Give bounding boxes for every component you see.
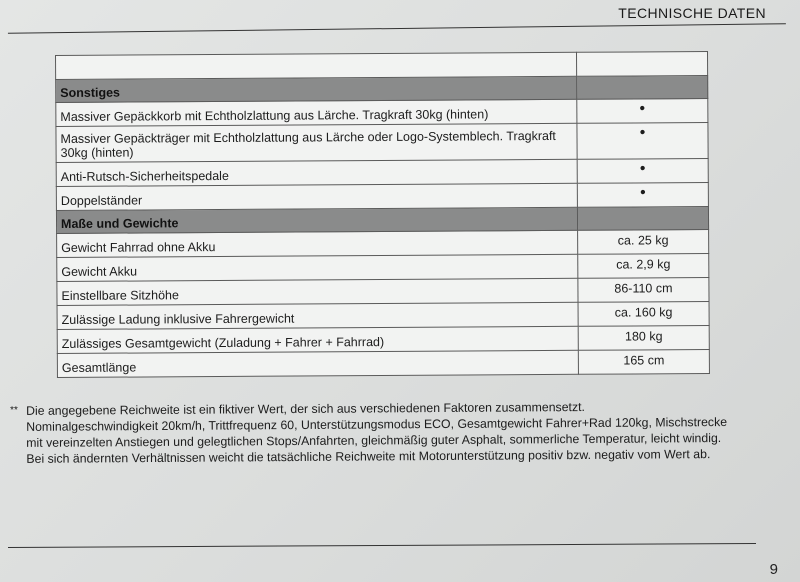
row-value: ca. 2,9 kg (578, 254, 709, 279)
row-label: Gesamtlänge (57, 350, 578, 377)
row-label: Massiver Gepäckkorb mit Echtholzlattung aus Lärche. Tragkraft 30kg (hinten) (56, 99, 577, 126)
header-rule (8, 23, 786, 48)
footnote-line: Bei sich ändernten Verhältnissen weicht die tatsächliche Reichweite mit Motorunterstützung positiv bzw. negativ vom Wert ab. (26, 447, 711, 466)
table-row (57, 350, 709, 378)
row-value: 180 kg (578, 326, 709, 351)
row-value: ca. 160 kg (578, 302, 709, 327)
page-header-title: TECHNISCHE DATEN (618, 5, 766, 21)
row-label: Doppelständer (56, 183, 577, 210)
footnote-line: mit vereinzelten Anstiegen und gelegtlichen Stops/Anfahrten, gleichmäßig guter Asphalt, sommerliche Temperatur, leicht windig. (26, 431, 722, 450)
footnote (10, 398, 770, 467)
row-value: ca. 25 kg (578, 230, 709, 255)
footnote-line: Die angegebene Reichweite ist ein fiktiver Wert, der sich aus verschiedenen Faktoren zusammensetzt. (26, 399, 585, 418)
row-value: • (577, 159, 708, 184)
row-value: 86-110 cm (578, 278, 709, 303)
row-label: Gewicht Akku (57, 254, 578, 281)
page-number: 9 (769, 561, 778, 578)
row-value: • (577, 99, 708, 124)
row-label: Einstellbare Sitzhöhe (57, 278, 578, 305)
table-row (56, 123, 708, 163)
footnote-text (10, 398, 770, 467)
footer-rule (8, 543, 756, 548)
row-label: Zulässiges Gesamtgewicht (Zuladung + Fahrer + Fahrrad) (57, 326, 578, 353)
row-label: Massiver Gepäckträger mit Echtholzlattung aus Lärche oder Logo-Systemblech. Tragkraft 30kg (hinten) (56, 123, 577, 162)
row-value: • (577, 123, 708, 160)
row-value: • (577, 183, 708, 208)
row-label: Anti-Rutsch-Sicherheitspedale (56, 159, 577, 186)
spec-table (55, 51, 710, 378)
row-label: Gewicht Fahrrad ohne Akku (57, 230, 578, 257)
row-label: Zulässige Ladung inklusive Fahrergewicht (57, 302, 578, 329)
row-value: 165 cm (578, 350, 709, 375)
section-title: Sonstiges (56, 76, 577, 102)
footnote-marker: ** (10, 404, 18, 416)
footnote-line: Nominalgeschwindigkeit 20km/h, Trittfrequenz 60, Unterstützungsmodus ECO, Gesamtgewicht Fahrer+Rad 120kg, Mischstrecke (26, 414, 728, 434)
section-title: Maße und Gewichte (56, 207, 577, 233)
